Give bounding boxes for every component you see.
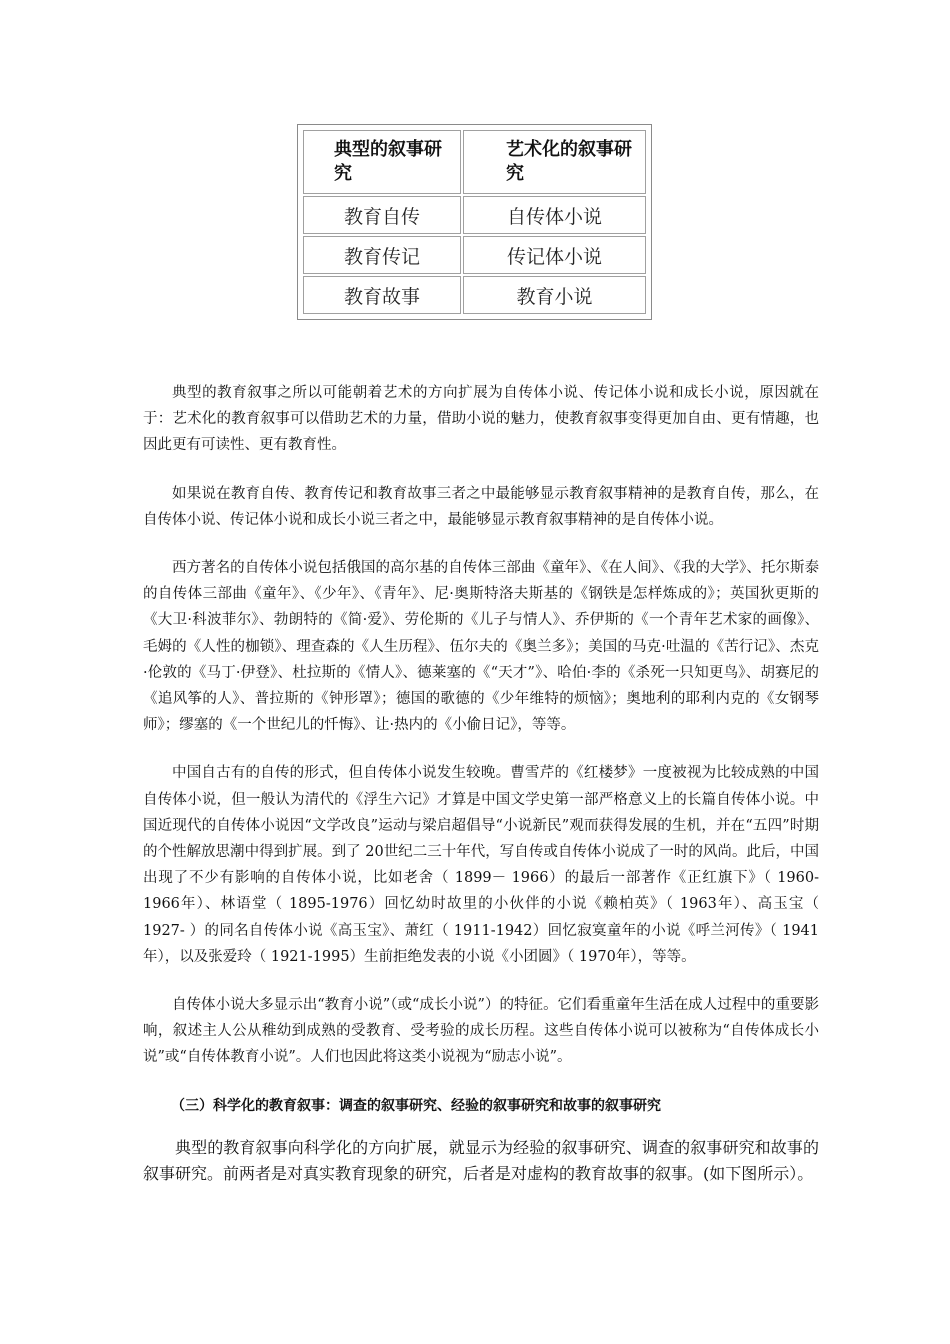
table-row bbox=[303, 196, 646, 234]
table-cell: 传记体小说 bbox=[463, 236, 646, 274]
paragraph: 典型的教育叙事之所以可能朝着艺术的方向扩展为自传体小说、传记体小说和成长小说，原因就在于：艺术化的教育叙事可以借助艺术的力量，借助小说的魅力，使教育叙事变得更加自由、更有情趣，也因此更有可读性、更有教育性。 bbox=[143, 385, 819, 454]
paragraph: 典型的教育叙事向科学化的方向扩展，就显示为经验的叙事研究、调查的叙事研究和故事的叙事研究。前两者是对真实教育现象的研究，后者是对虚构的教育故事的叙事。(如下图所示）。 bbox=[143, 1137, 819, 1183]
section-subheading: （三）科学化的教育叙事：调查的叙事研究、经验的叙事研究和故事的叙事研究 bbox=[171, 1097, 661, 1114]
comparison-table-frame bbox=[297, 124, 652, 320]
table-cell: 教育自传 bbox=[303, 196, 461, 234]
paragraph: 中国自古有的自传的形式，但自传体小说发生较晚。曹雪芹的《红楼梦》一度被视为比较成熟的中国自传体小说，但一般认为清代的《浮生六记》才算是中国文学史第一部严格意义上的长篇自传体小说。中国近现代的自传体小说因“文学改良”运动与梁启超倡导“小说新民”观而获得发展的生机，并在“五四”时期的个性解放思潮中得到扩展。到了 20世纪二三十年代，写自传或自传体小说成了一时的风尚。此后，中国出现了不少有影响的自传体小说，比如老舍（ 1899－ 1966）的最后一部著作《正红旗下》（ 1960-1966年）、林语堂（ 1895-1976）回忆幼时故里的小伙伴的小说《赖柏英》（ 1963年）、高玉宝（ 1927- ）的同名自传体小说《高玉宝》、萧红（ 1911-1942）回忆寂寞童年的小说《呼兰河传》（ 1941年），以及张爱玲（ 1921-1995）生前拒绝发表的小说《小团圆》（ 1970年），等等。 bbox=[143, 765, 819, 965]
table-header-typical: 典型的叙事研究 bbox=[303, 130, 461, 194]
table-cell: 教育传记 bbox=[303, 236, 461, 274]
table-cell: 自传体小说 bbox=[463, 196, 646, 234]
paragraph: 如果说在教育自传、教育传记和教育故事三者之中最能够显示教育叙事精神的是教育自传，那么，在自传体小说、传记体小说和成长小说三者之中，最能够显示教育叙事精神的是自传体小说。 bbox=[143, 485, 819, 528]
comparison-table bbox=[301, 128, 648, 316]
table-cell: 教育小说 bbox=[463, 276, 646, 314]
table-header-row bbox=[303, 130, 646, 194]
table-cell: 教育故事 bbox=[303, 276, 461, 314]
paragraph: 自传体小说大多显示出“教育小说”（或“成长小说”）的特征。它们看重童年生活在成人过程中的重要影响，叙述主人公从稚幼到成熟的受教育、受考验的成长历程。这些自传体小说可以被称为“自传体成长小说”或“自传体教育小说”。人们也因此将这类小说视为“励志小说”。 bbox=[143, 997, 819, 1066]
document-body bbox=[143, 380, 819, 1209]
table-row bbox=[303, 276, 646, 314]
table-header-artistic: 艺术化的叙事研究 bbox=[463, 130, 646, 194]
table-row bbox=[303, 236, 646, 274]
paragraph: 西方著名的自传体小说包括俄国的高尔基的自传体三部曲《童年》、《在人间》、《我的大学》、托尔斯泰的自传体三部曲《童年》、《少年》、《青年》、尼·奥斯特洛夫斯基的《钢铁是怎样炼成的》；英国狄更斯的《大卫·科波菲尔》、勃朗特的《简·爱》、劳伦斯的《儿子与情人》、乔伊斯的《一个青年艺术家的画像》、毛姆的《人性的枷锁》、理查森的《人生历程》、伍尔夫的《奥兰多》；美国的马克·吐温的《苦行记》、杰克·伦敦的《马丁·伊登》、杜拉斯的《情人》、德莱塞的《“天才”》、哈伯·李的《杀死一只知更鸟》、胡赛尼的《追风筝的人》、普拉斯的《钟形罩》；德国的歌德的《少年维特的烦恼》；奥地利的耶利内克的《女钢琴师》；缪塞的《一个世纪儿的忏悔》、让·热内的《小偷日记》，等等。 bbox=[143, 560, 819, 734]
